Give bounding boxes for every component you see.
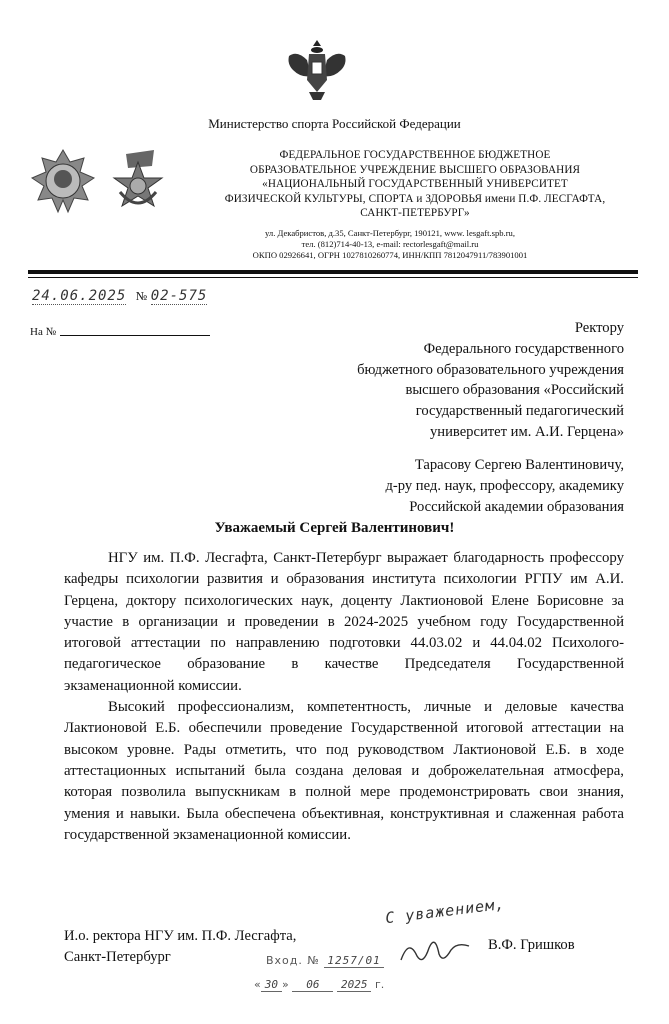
recipient-line: Тарасову Сергею Валентиновичу, — [414, 457, 624, 473]
header-divider-thick — [28, 270, 638, 274]
handwritten-signature — [395, 930, 475, 970]
order-of-lenin-icon — [30, 148, 96, 214]
addressee-line: университет им. А.И. Герцена» — [429, 423, 624, 440]
org-line: САНКТ-ПЕТЕРБУРГ» — [360, 207, 470, 219]
body-paragraph: Высокий профессионализм, компетентность, личные и деловые качества Лактионовой Е.Б. обеспечили проведение Государственной итоговой аттестации на высоком уровне. Рады отметить, что под руководством Лактионовой Е.Б. в ходе аттестационных испытаний была создана деловая и доброжелательная атмосфера, которая позволила выпускникам в полной мере продемонстрировать свои знания, умения и навыки. Была обеспечена объективная, конструктивная и слаженная работа государственной экзаменационной комиссии. — [64, 699, 624, 843]
outgoing-number-label: № — [135, 289, 148, 303]
incoming-stamp-year: 2025 — [337, 978, 372, 992]
signatory-name: В.Ф. Гришков — [488, 937, 575, 953]
reference-number-blank — [60, 335, 210, 336]
recipient-line: д-ру пед. наук, профессору, академику — [385, 477, 624, 494]
address-line: ОКПО 02926641, ОГРН 1027810260774, ИНН/КПП 7812047911/783901001 — [252, 249, 528, 260]
incoming-stamp-suffix: г. — [374, 978, 385, 991]
letter-body — [64, 548, 624, 846]
outgoing-number-value: 02-575 — [150, 288, 208, 304]
org-line: «НАЦИОНАЛЬНЫЙ ГОСУДАРСТВЕННЫЙ УНИВЕРСИТЕТ — [262, 178, 568, 190]
ministry-name: Министерство спорта Российской Федерации — [208, 116, 461, 131]
incoming-stamp-date: « 30 » 06 2025 г. — [254, 978, 385, 991]
addressee-line: государственный педагогический — [415, 403, 624, 420]
addressee-block — [284, 318, 624, 443]
reference-number-label: На № — [30, 326, 57, 338]
address-line: тел. (812)714-40-13, e-mail: rectorlesgaft@mail.ru — [301, 238, 479, 249]
signatory-title-line: Санкт-Петербург — [64, 948, 171, 965]
org-line: ФИЗИЧЕСКОЙ КУЛЬТУРЫ, СПОРТА и ЗДОРОВЬЯ имени П.Ф. ЛЕСГАФТА, — [224, 192, 606, 205]
incoming-stamp-label: Вход. № — [266, 954, 320, 967]
order-of-red-banner-icon — [106, 148, 170, 216]
recipient-line: Российской академии образования — [409, 498, 624, 515]
addressee-line: Ректору — [574, 320, 624, 336]
org-line: ФЕДЕРАЛЬНОЕ ГОСУДАРСТВЕННОЕ БЮДЖЕТНОЕ — [279, 149, 551, 161]
organization-address — [210, 228, 570, 260]
incoming-stamp-day: 30 — [261, 978, 282, 992]
signatory-title-line: И.о. ректора НГУ им. П.Ф. Лесгафта, — [64, 928, 297, 944]
addressee-line: бюджетного образовательного учреждения — [357, 361, 624, 378]
salutation: Уважаемый Сергей Валентинович! — [214, 520, 455, 536]
outgoing-number — [32, 288, 207, 305]
address-line: ул. Декабристов, д.35, Санкт-Петербург, 190121, www. lesgaft.spb.ru, — [264, 228, 516, 238]
org-line: ОБРАЗОВАТЕЛЬНОЕ УЧРЕЖДЕНИЕ ВЫСШЕГО ОБРАЗОВАНИЯ — [249, 163, 581, 176]
body-paragraph: НГУ им. П.Ф. Лесгафта, Санкт-Петербург выражает благодарность профессору кафедры психологии развития и образования института психологии РГПУ им А.И. Герцена, доктору психологических наук, доценту Лактионовой Елене Борисовне за участие в организации и проведении в 2024-2025 учебном году Государственной итоговой аттестации по направлению подготовки 44.03.02 и 44.04.02 Психолого-педагогическое образование в качестве Председателя Государственной экзаменационной комиссии. — [64, 550, 624, 694]
handwritten-regards: С уважением, — [384, 894, 507, 928]
incoming-stamp-number: 1257/01 — [324, 954, 383, 968]
coat-of-arms-emblem — [283, 36, 351, 102]
reference-number-row — [30, 326, 210, 338]
addressee-line: высшего образования «Российский — [405, 382, 624, 399]
recipient-person — [284, 455, 624, 517]
incoming-stamp-month: 06 — [292, 978, 333, 992]
incoming-stamp — [266, 954, 384, 967]
addressee-line: Федерального государственного — [423, 340, 624, 357]
organization-name — [175, 148, 655, 221]
header-divider-thin — [28, 277, 638, 278]
signatory-title — [64, 926, 296, 968]
outgoing-date: 24.06.2025 — [32, 288, 127, 304]
